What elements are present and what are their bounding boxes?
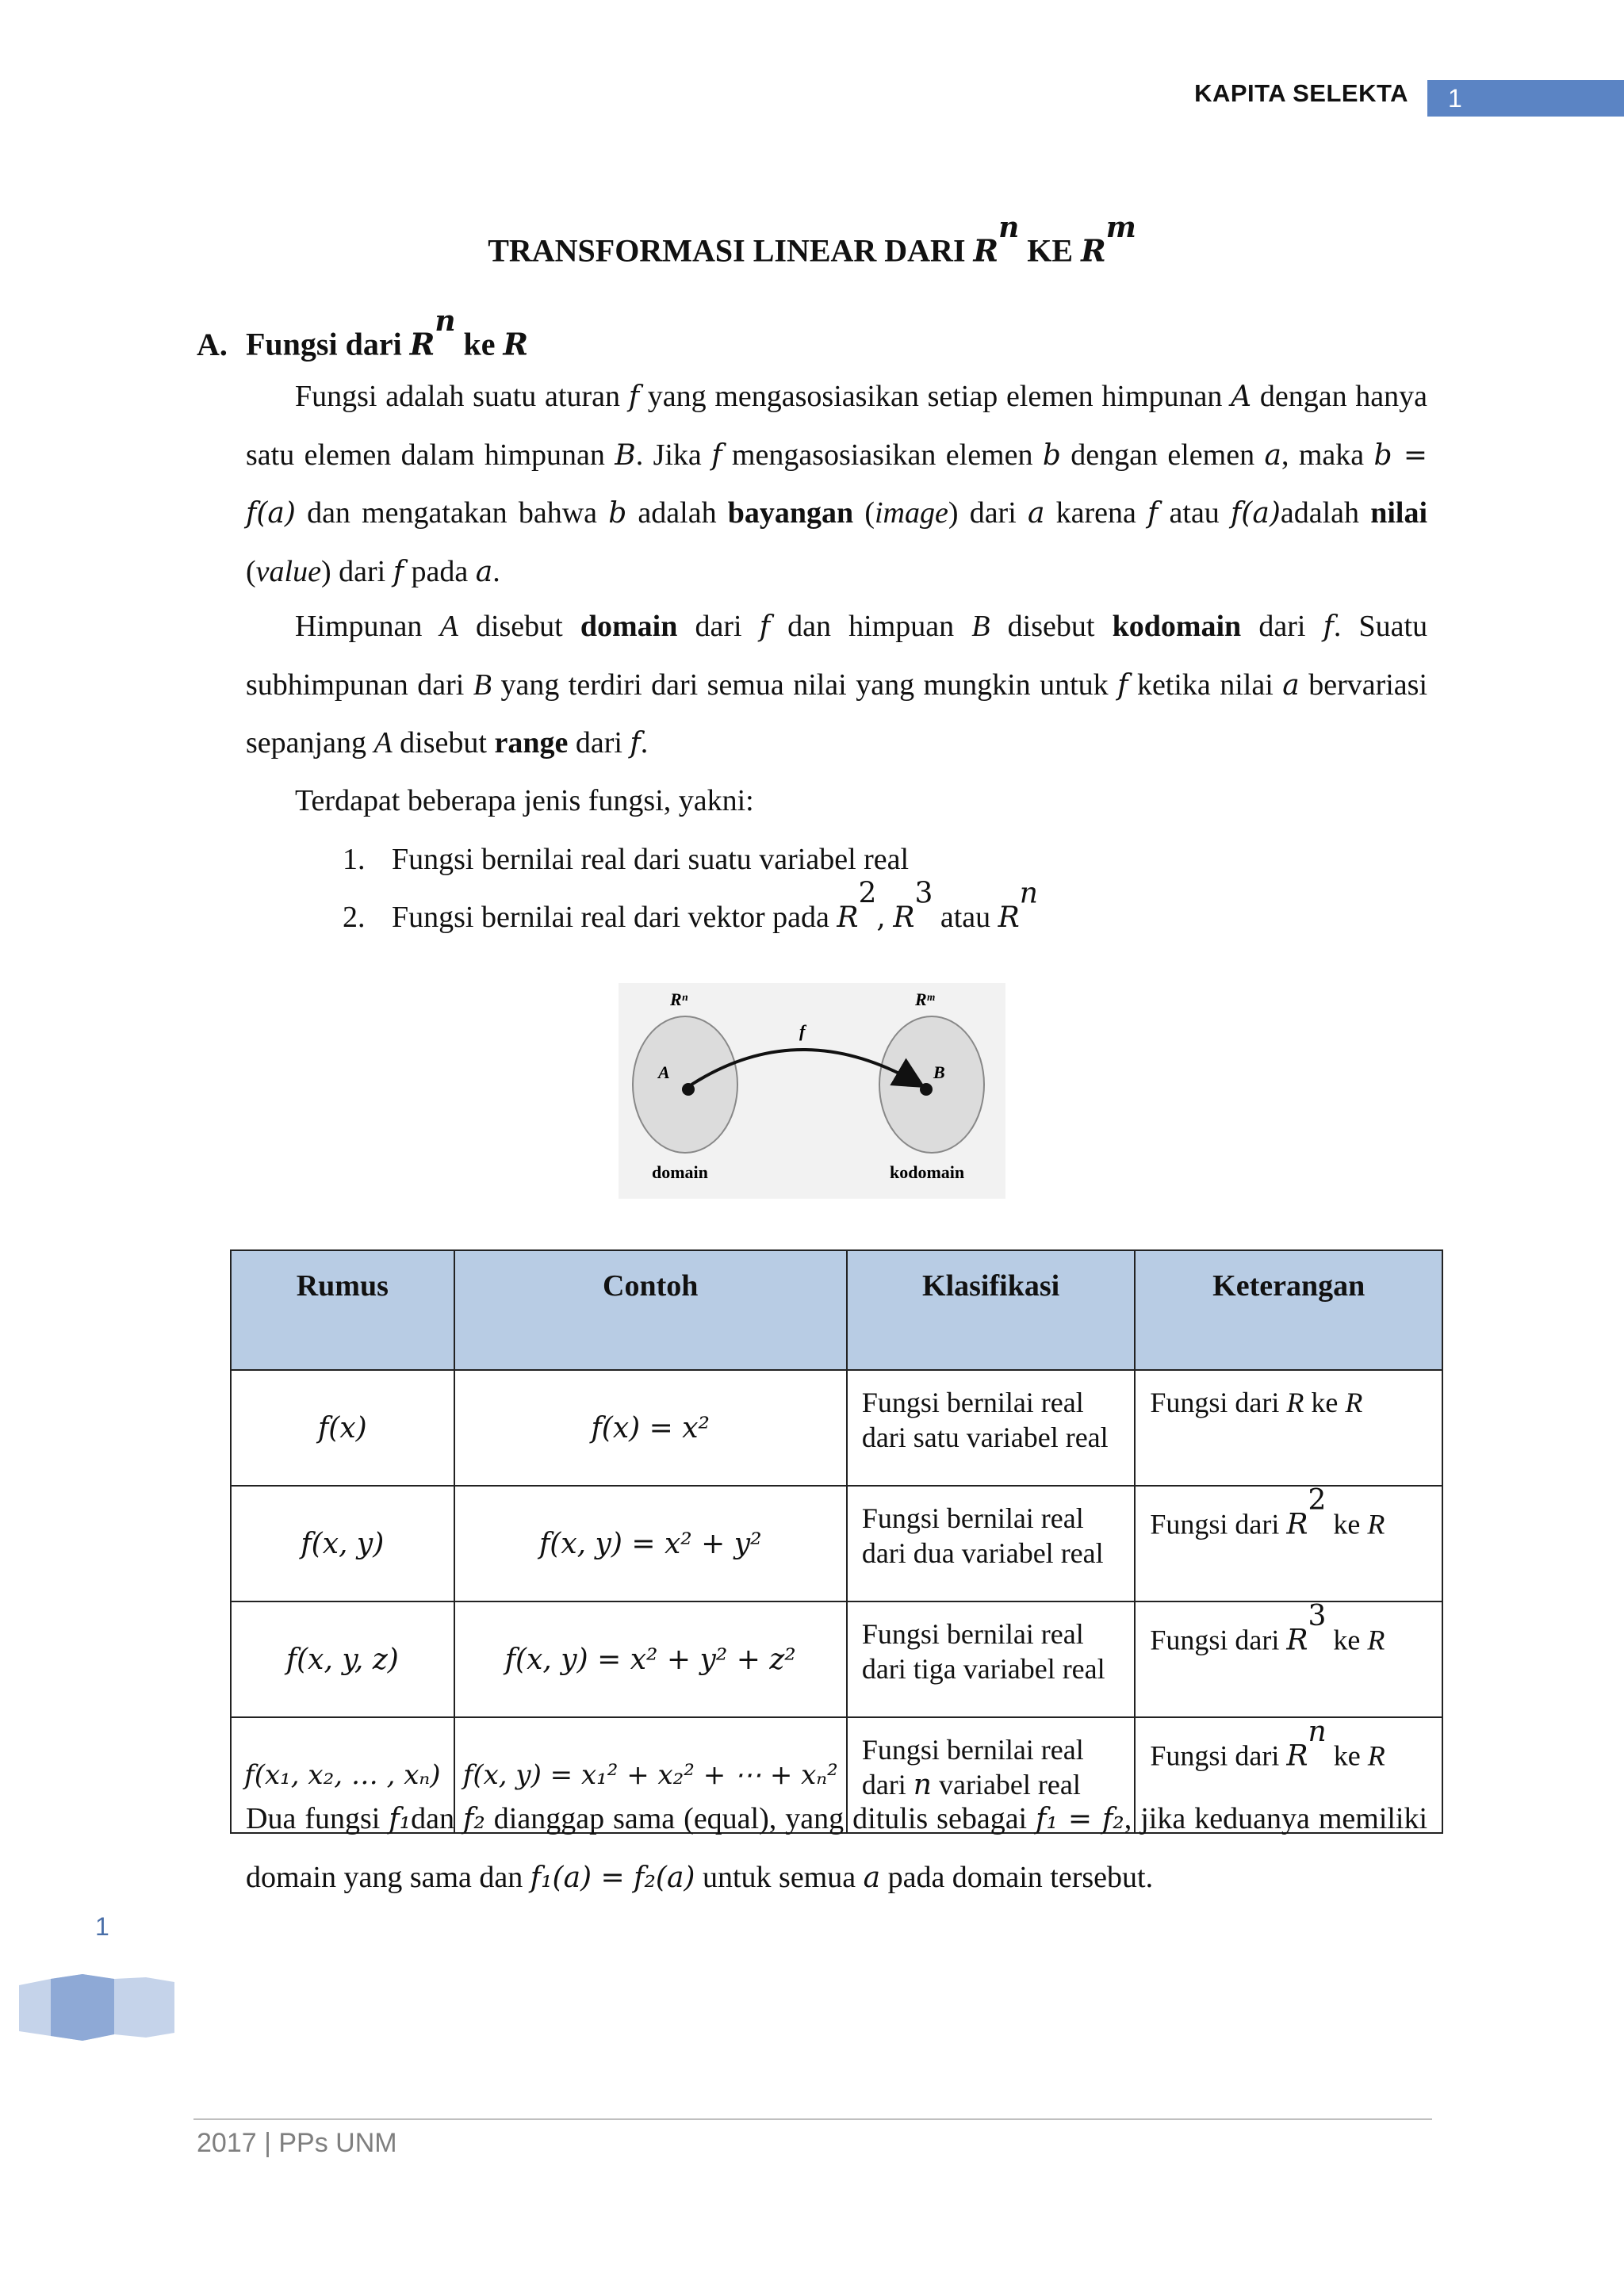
section-label: A.	[197, 326, 228, 362]
cell-keterangan: Fungsi dari $R^n$ ke R	[1135, 1717, 1442, 1833]
cell-rumus: f(x, y)	[231, 1486, 454, 1601]
section-text: Fungsi dari	[246, 326, 402, 362]
arrow-f-label: f	[799, 1021, 806, 1041]
point-b-dot	[920, 1083, 933, 1096]
kodomain-space-label: Rᵐ	[915, 989, 935, 1009]
table-row	[231, 1601, 1442, 1717]
section-heading-a	[197, 304, 529, 363]
function-table	[230, 1249, 1443, 1834]
table-row	[231, 1370, 1442, 1486]
list-item: 2. Fungsi bernilai real dari vektor pada $R^2$, $R^3$ atau $R^n$	[343, 876, 1038, 934]
header-page-number: 1	[1427, 80, 1624, 117]
cell-contoh: f(x, y) = x² + y² + z²	[454, 1601, 847, 1717]
cell-keterangan: Fungsi dari $R^3$ ke R	[1135, 1601, 1442, 1717]
table-row	[231, 1486, 1442, 1601]
footer-text: 2017 | PPs UNM	[197, 2128, 397, 2158]
side-ribbon-decoration	[19, 1974, 174, 2041]
cell-klasifikasi: Fungsi bernilai real dari tiga variabel real	[847, 1601, 1136, 1717]
cell-klasifikasi: Fungsi bernilai real dari n variabel real	[847, 1717, 1136, 1833]
title-text: TRANSFORMASI LINEAR DARI	[488, 232, 966, 269]
paragraph-types: Terdapat beberapa jenis fungsi, yakni:	[295, 784, 754, 817]
paragraph-definition: Fungsi adalah suatu aturan f yang mengasosiasikan setiap elemen himpunan A dengan hanya satu elemen dalam himpunan B. Jika f mengasosiasikan elemen b dengan elemen a, maka b = f(a) dan mengatakan bahwa b adalah bayangan (image) dari a karena f atau f(a)adalah nilai (value) dari f pada a.	[246, 380, 1428, 588]
term-kodomain: kodomain	[1112, 610, 1242, 643]
paragraph-domain: Himpunan A disebut domain dari f dan himpuan B disebut kodomain dari f. Suatu subhimpunan dari B yang terdiri dari semua nilai yang mungkin untuk f ketika nilai a bervariasi sepanjang A disebut range dari f.	[246, 610, 1428, 760]
mapping-diagram	[619, 983, 1005, 1199]
cell-keterangan: Fungsi dari R ke R	[1135, 1370, 1442, 1486]
document-title	[0, 211, 1624, 270]
term-range: range	[494, 726, 569, 760]
side-page-number: 1	[95, 1912, 109, 1941]
header-title: KAPITA SELEKTA	[1194, 79, 1408, 107]
cell-contoh: f(x) = x²	[454, 1370, 847, 1486]
cell-klasifikasi: Fungsi bernilai real dari satu variabel real	[847, 1370, 1136, 1486]
title-r: R	[973, 232, 999, 269]
section-n: n	[435, 304, 456, 338]
point-a-label: A	[658, 1062, 670, 1082]
cell-contoh: f(x, y) = x² + y²	[454, 1486, 847, 1601]
cell-rumus: f(x₁, x₂, … , xₙ)	[231, 1717, 454, 1833]
header-klasifikasi: Klasifikasi	[847, 1250, 1136, 1370]
header-contoh: Contoh	[454, 1250, 847, 1370]
table-header-row	[231, 1250, 1442, 1370]
footer-divider	[193, 2118, 1432, 2120]
domain-space-label: Rⁿ	[670, 989, 688, 1009]
term-nilai: nilai	[1370, 496, 1428, 530]
cell-klasifikasi: Fungsi bernilai real dari dua variabel real	[847, 1486, 1136, 1601]
cell-rumus: f(x)	[231, 1370, 454, 1486]
section-r: R	[409, 326, 435, 362]
cell-contoh: f(x, y) = x₁² + x₂² + ⋯ + xₙ²	[454, 1717, 847, 1833]
function-types-list	[343, 831, 1038, 947]
section-ke: ke	[463, 326, 496, 362]
header-rumus: Rumus	[231, 1250, 454, 1370]
mapping-diagram-svg	[619, 983, 1005, 1199]
point-b-label: B	[933, 1062, 945, 1082]
cell-keterangan: Fungsi dari $R^2$ ke R	[1135, 1486, 1442, 1601]
title-n: n	[998, 211, 1020, 244]
kodomain-caption: kodomain	[890, 1162, 965, 1182]
paragraph-equality: Dua fungsi f₁dan f₂ dianggap sama (equal), yang ditulis sebagai f₁ = f₂, jika keduanya memiliki domain yang sama dan f₁(a) = f₂(a) untuk semua a pada domain tersebut.	[246, 1802, 1428, 1894]
kodomain-ellipse	[879, 1016, 984, 1153]
title-r2: R	[1081, 232, 1106, 269]
title-m: m	[1105, 211, 1136, 244]
domain-caption: domain	[652, 1162, 708, 1182]
header-keterangan: Keterangan	[1135, 1250, 1442, 1370]
term-bayangan: bayangan	[727, 496, 854, 530]
title-ke: KE	[1027, 232, 1074, 269]
cell-rumus: f(x, y, z)	[231, 1601, 454, 1717]
term-domain: domain	[580, 610, 678, 643]
list-item: 1. Fungsi bernilai real dari suatu variabel real	[343, 843, 910, 876]
section-r2: R	[503, 326, 529, 362]
